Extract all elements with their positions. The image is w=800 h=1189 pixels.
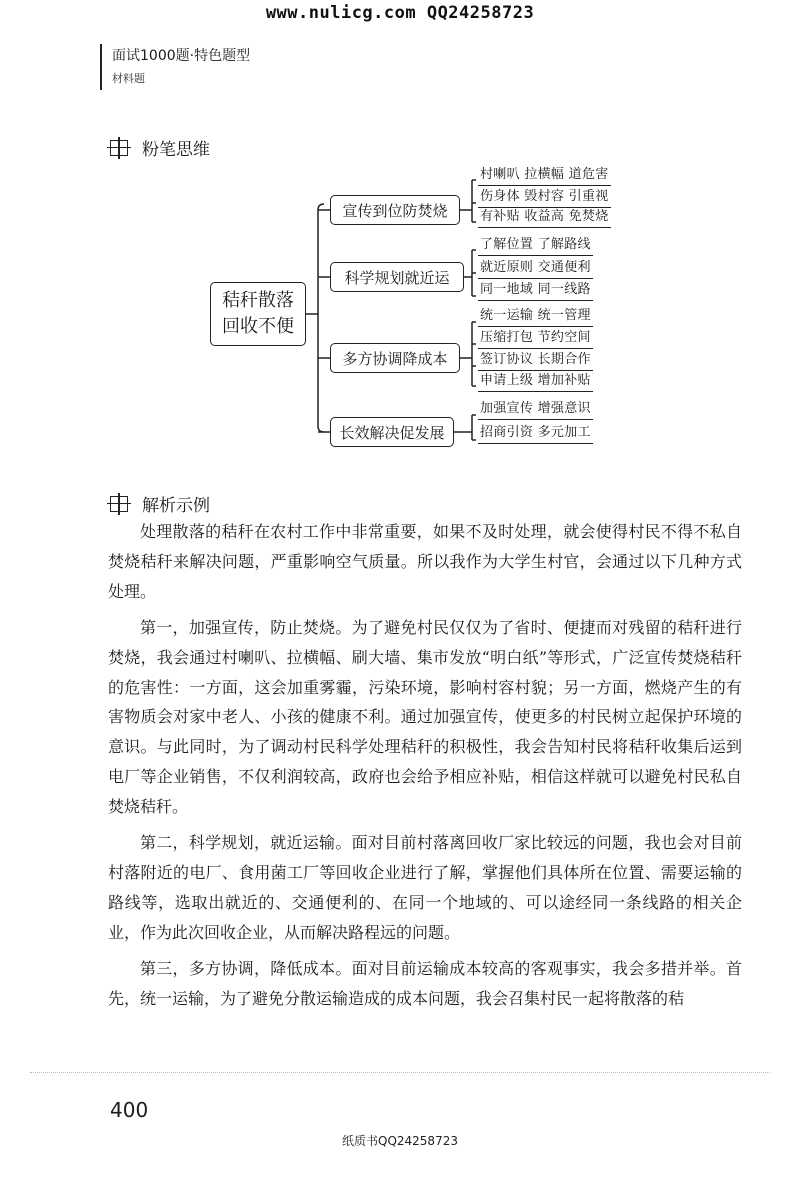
analysis-heading-title: 解析示例 <box>142 496 210 516</box>
mindmap-leaf: 村喇叭 拉横幅 道危害 <box>478 166 611 186</box>
bottom-watermark: 纸质书QQ24258723 <box>342 1134 458 1148</box>
mindmap-leaf: 压缩打包 节约空间 <box>478 329 593 349</box>
leaf-bracket-2 <box>464 250 476 296</box>
running-head-subtitle: 材料题 <box>112 72 145 85</box>
mindmap-heading-title: 粉笔思维 <box>142 140 210 160</box>
mindmap-leaf: 就近原则 交通便利 <box>478 259 593 279</box>
mindmap-root-line-1: 秸秆散落 <box>222 290 294 311</box>
branch-trunk <box>318 204 324 432</box>
mindmap-leaf: 伤身体 毁村容 引重视 <box>478 188 611 208</box>
mind-map <box>0 0 800 470</box>
paragraph: 第二，科学规划，就近运输。面对目前村落离回收厂家比较远的问题，我也会对目前村落附近的电厂、食用菌工厂等回收企业进行了解，掌握他们具体所在位置、需要运输的路线等，选取出就近的、交通便利的、在同一个地域的、可以途经同一条线路的相关企业，作为此次回收企业，从而解决路程远的问题。 <box>108 833 742 942</box>
analysis-body <box>108 517 742 1020</box>
top-watermark: www.nulicg.com QQ24258723 <box>265 3 535 23</box>
mindmap-leaf: 签订协议 长期合作 <box>478 351 593 371</box>
mindmap-leaf: 同一地域 同一线路 <box>478 281 593 301</box>
mindmap-leaf: 有补贴 收益高 免焚烧 <box>478 208 611 228</box>
mindmap-root <box>210 282 306 346</box>
mindmap-branch-3: 多方协调降成本 <box>330 343 460 373</box>
running-head-title: 面试1000题·特色题型 <box>112 48 251 64</box>
analysis-heading <box>110 491 210 516</box>
leaf-bracket-3 <box>460 322 476 386</box>
mindmap-leaf: 统一运输 统一管理 <box>478 307 593 327</box>
leaf-bracket-1 <box>460 180 476 222</box>
mindmap-root-line-2: 回收不便 <box>222 316 294 337</box>
leaf-bracket-4 <box>454 415 476 440</box>
paragraph: 第三，多方协调，降低成本。面对目前运输成本较高的客观事实，我会多措并举。首先，统一运输，为了避免分散运输造成的成本问题，我会召集村民一起将散落的秸 <box>108 958 742 1008</box>
scan-artifact-line <box>30 1072 770 1073</box>
mindmap-branch-2: 科学规划就近运 <box>330 262 464 292</box>
mindmap-branch-1: 宣传到位防焚烧 <box>330 195 460 225</box>
grid-icon <box>110 496 128 512</box>
mindmap-leaf: 加强宣传 增强意识 <box>478 400 593 420</box>
mindmap-branch-4: 长效解决促发展 <box>330 417 454 447</box>
mindmap-leaf: 招商引资 多元加工 <box>478 424 593 444</box>
paragraph: 第一，加强宣传，防止焚烧。为了避免村民仅仅为了省时、便捷而对残留的秸秆进行焚烧，我会通过村喇叭、拉横幅、刷大墙、集市发放“明白纸”等形式，广泛宣传焚烧秸秆的危害性：一方面，这会加重雾霾，污染环境，影响村容村貌；另一方面，燃烧产生的有害物质会对家中老人、小孩的健康不利。通过加强宣传，使更多的村民树立起保护环境的意识。与此同时，为了调动村民科学处理秸秆的积极性，我会告知村民将秸秆收集后运到电厂等企业销售，不仅利润较高，政府也会给予相应补贴，相信这样就可以避免村民私自焚烧秸秆。 <box>108 617 742 817</box>
mindmap-leaf: 了解位置 了解路线 <box>478 236 593 256</box>
page-number: 400 <box>110 1098 149 1122</box>
mind-map-connectors <box>0 0 800 470</box>
mindmap-leaf: 申请上级 增加补贴 <box>478 372 593 392</box>
paragraph: 处理散落的秸秆在农村工作中非常重要，如果不及时处理，就会使得村民不得不私自焚烧秸秆来解决问题，严重影响空气质量。所以我作为大学生村官，会通过以下几种方式处理。 <box>108 522 742 601</box>
